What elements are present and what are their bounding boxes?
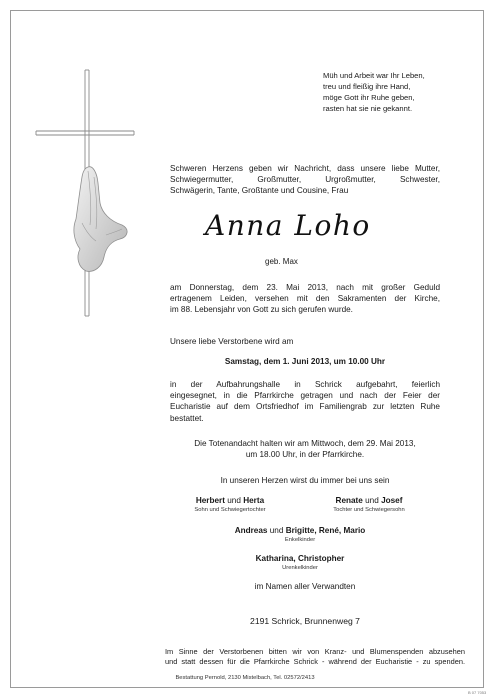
grandchildren-role: Enkelkinder (284, 537, 316, 543)
print-code: B 07 7053 (468, 690, 487, 695)
prayer-line: Die Totenandacht halten wir am Mittwoch, dem 29. Mai 2013, (194, 439, 416, 448)
poem-line: Müh und Arbeit war Ihr Leben, (323, 71, 425, 80)
funeral-line: Eucharistie auf dem Ortsfriedhof im Familiengrab zur letzten Ruhe (170, 402, 440, 412)
remember-text: In unseren Herzen wirst du immer bei uns sein (220, 476, 390, 485)
death-line: ertragenem Leiden, versehen mit den Sakramenten der Kirche, (170, 294, 440, 304)
address: 2191 Schrick, Brunnenweg 7 (250, 616, 360, 626)
intro-line: Schwiegermutter, Großmutter, Urgroßmutter, Schwester, (170, 175, 440, 185)
deceased-name: Anna Loho (205, 209, 371, 242)
death-text (170, 282, 440, 316)
relative-name: Renate (335, 496, 363, 505)
funeral-line: bestattet. (170, 413, 204, 423)
great-grandchildren (200, 553, 400, 572)
relative-name: Herta (243, 496, 265, 505)
donation-request (165, 647, 465, 667)
intro-text (170, 163, 440, 197)
intro-line: Schweren Herzens geben wir Nachricht, dass unsere liebe Mutter, (170, 164, 440, 173)
grandchildren (200, 525, 400, 544)
death-line: am Donnerstag, dem 23. Mai 2013, nach mit großer Geduld (170, 283, 440, 292)
request-line: Im Sinne der Verstorbenen bitten wir von Kranz- und Blumenspenden abzusehen (165, 647, 465, 656)
death-line: im 88. Lebensjahr von Gott zu sich gerufen wurde. (170, 305, 353, 315)
relative-daughter (304, 495, 434, 514)
prayer-line: um 18.00 Uhr, in der Pfarrkirche. (245, 450, 365, 460)
poem-line: möge Gott ihr Ruhe geben, (323, 93, 415, 102)
relative-and: und (269, 526, 284, 535)
funeral-line: eingesegnet, in die Pfarrkirche getragen und nach der Feier der (170, 391, 440, 401)
praying-hands-icon (66, 163, 132, 275)
relative-name: Josef (381, 496, 403, 505)
relative-and: und (227, 496, 241, 505)
great-grandchildren-role: Urenkelkinder (282, 565, 318, 571)
poem (323, 70, 473, 114)
request-line: und statt dessen für die Pfarrkirche Schrick - während der Eucharistie - zu spenden. (165, 657, 465, 666)
poem-line: rasten hat sie nie gekannt. (323, 104, 413, 113)
funeral-date: Samstag, dem 1. Juni 2013, um 10.00 Uhr (224, 357, 386, 366)
relatives-others: im Namen aller Verwandten (254, 582, 356, 591)
funeral-line: in der Aufbahrungshalle in Schrick aufgebahrt, feierlich (170, 380, 440, 389)
maiden-name: geb. Max (265, 257, 298, 266)
relative-role: Tochter und Schwiegersohn (333, 507, 405, 513)
intro-line: Schwägerin, Tante, Großtante und Cousine, Frau (170, 186, 349, 196)
prayer-text (170, 438, 440, 460)
farewell-intro: Unsere liebe Verstorbene wird am (170, 337, 294, 346)
grandchild-names: Brigitte, René, Mario (285, 526, 366, 535)
relative-and: und (365, 496, 379, 505)
funeral-text (170, 379, 440, 424)
poem-line: treu und fleißig ihre Hand, (323, 82, 411, 91)
grandchild-name: Andreas (234, 526, 268, 535)
relative-son (165, 495, 295, 514)
great-grandchild-names: Katharina, Christopher (255, 554, 345, 563)
undertaker-footer: Bestattung Pernold, 2130 Mistelbach, Tel. 02572/2413 (175, 675, 315, 681)
relative-role: Sohn und Schwiegertochter (194, 507, 266, 513)
relative-name: Herbert (195, 496, 225, 505)
